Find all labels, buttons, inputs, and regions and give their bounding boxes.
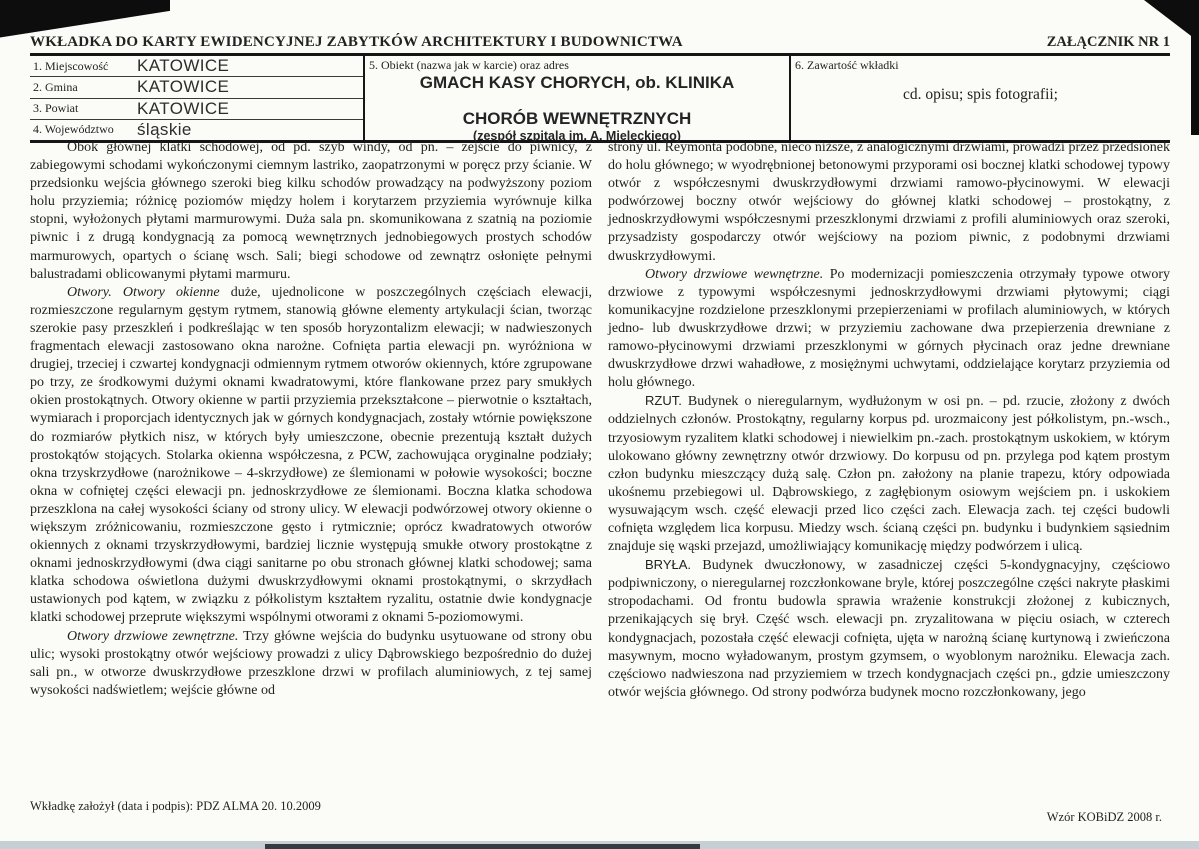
field-value: śląskie	[137, 119, 192, 139]
document-title: WKŁADKA DO KARTY EWIDENCYJNEJ ZABYTKÓW ARCHITEKTURY I BUDOWNICTWA	[30, 34, 683, 50]
body-paragraph	[608, 266, 1170, 393]
paragraph-segment: Obok głównej klatki schodowej, od pd. szyb windy, od pn. – zejście do piwnicy, z zabiegowymi schodami wykończonymi ciemnym lastriko, zaopatrzonymi w poręcz przy ścianie. W przedsionku wejścia głównego szeroki bieg kilku schodów prowadzący na podwyższony poziom holu przyziemia; różnicę poziomów między holem i korytarzem przyziemia wyrównuje kilka stopni, wyłożonych płytami marmurowymi. Duża sala pn. skomunikowana z szatnią na poziomie piwnic i z drugą kondygnacją za pomocą wewnętrznych jednobiegowych prostych schodów marmurowych, opartych o ścianę wsch. Sali; biegi schodowe od zewnątrz osłonięte pełnymi balustradami oblicowanymi płytami marmuru.	[30, 140, 592, 282]
footer-template-credit: Wzór KOBiDZ 2008 r.	[1046, 810, 1162, 824]
object-cell-label: 5. Obiekt (nazwa jak w karcie) oraz adres	[369, 58, 569, 72]
attachment-label: ZAŁĄCZNIK NR 1	[1046, 34, 1170, 50]
body-paragraph	[30, 139, 592, 284]
body-paragraph	[608, 556, 1170, 702]
paragraph-segment-italic: Otwory. Otwory okienne	[67, 284, 220, 300]
contents-cell	[791, 56, 1170, 140]
field-row-powiat	[30, 99, 363, 120]
paragraph-segment: Budynek o nieregularnym, wydłużonym w osi pn. – pd. rzucie, złożony z dwóch oddzielnych członów. Prostokątny, regularny korpus pd. urozmaicony jest półkolistym, pn.-wsch., trzyosiowym ryzalitem klatki schodowej i niewielkim pn.-zach. prostokątnym uskokiem, w którym ulokowano główny zewnętrzny otwór drzwiowy. Do korpusu od pn. przylega pod kątem prostym człon budynku mieszczący dużą salę. Człon pn. założony na planie trapezu, który odpowiada ukośnemu przebiegowi ul. Dąbrowskiego, z zagłębionym osiowym wejściem pn. i uskokiem wysuwającym wsch. część elewacji przed lico części zach. Elewacja zach. tej części budowli cofnięta względem lica korpusu. Miedzy wsch. ścianą części pn. budynku i budynkiem sąsiednim znajduje się wąski przejazd, umożliwiający komunikację między podwórzem i ulicą.	[608, 394, 1170, 555]
field-label: 2. Gmina	[33, 79, 78, 94]
paragraph-segment-italic: Otwory drzwiowe wewnętrzne.	[645, 266, 824, 282]
object-name-line1: GMACH KASY CHORYCH, ob. KLINIKA	[419, 73, 735, 92]
field-row-wojewodztwo	[30, 120, 363, 140]
field-value: KATOWICE	[137, 56, 230, 76]
body-paragraph	[608, 139, 1170, 266]
field-row-gmina	[30, 77, 363, 98]
header-table	[30, 53, 1170, 143]
paragraph-segment-sans: RZUT.	[645, 393, 682, 409]
location-fields-column	[30, 56, 365, 140]
field-label: 1. Miejscowość	[33, 58, 109, 73]
paragraph-segment: Po modernizacji pomieszczenia otrzymały typowe otwory drzwiowe z typowymi współczesnymi jednoskrzydłowymi drzwiami płytowymi; ciągi komunikacyjne rozdzielone przeszklonymi przepierzeniami w profilach aluminiowych, w których jedno- lub dwuskrzydłowe drzwi; w przyziemiu zachowane dwa przepierzenia drewniane z ramowo-płycinowymi drzwiami przeszklonymi w górnych płycinach oraz jedne drewniane dwuskrzydłowe drzwi wahadłowe, z mosiężnymi uchwytami, oddzielające korytarz przyziemia od holu głównego.	[608, 266, 1170, 391]
paragraph-segment-italic: Otwory drzwiowe zewnętrzne.	[67, 628, 239, 644]
footer-filed-by: Wkładkę założył (data i podpis): PDZ ALMA 20. 10.2009	[30, 799, 321, 813]
body-column-left	[30, 139, 592, 799]
paragraph-segment: duże, ujednolicone w poszczególnych częściach elewacji, rozmieszczone regularnym gęstym rytmem, stanowią główne elementy artykulacji ścian, tworząc szerokie pasy przeszkleń i podkreślając w ten sposób horyzontalizm elewacji; w nadwieszonych fragmentach elewacji zastosowano okna narożne. Cofnięta partia elewacji pn. wyróżniona w drugiej, trzeciej i czwartej kondygnacji odmiennym rytmem otworów okiennych, które zgrupowane po trzy, ze środkowymi dużymi oknami kwadratowymi, które flankowane przez pary smukłych okien prostokątnych. Otwory okienne w partii przyziemia przekształcone – pierwotnie o kształtach, wymiarach i proporcjach identycznych jak w górnych kondygnacjach, zostały wtórnie powiększone do rozmiarów płytkich nisz, w których były umieszczone, obecnie prezentują kształt dużych prostokątów stojących. Stolarka okienna współczesna, z PCW, zachowująca oryginalne podziały; okna trzyskrzydłowe (narożnikowe – 4-skrzydłowe) ze ślemionami w połowie wysokości; boczne okna w cofniętej części elewacji pn. jednoskrzydłowe ze ślemionami. Boczna klatka schodowa przeszklona na całej wysokości ściany od strony ulicy. W elewacji podwórzowej otwory okienne o większym zróżnicowaniu, rozmieszczone gęsto i rytmicznie; oprócz kwadratowych otworów okiennych z oknami trzyskrzydłowymi, bardziej licznie występują smukłe otwory prostokątne z oknami jednoskrzydłowymi (dwa ciągi sanitarne po obu stronach głównej klatki schodowej; sama klatka schodowa oświetlona dużymi dwuskrzydłowymi oknami prostokątnymi, o skrzydłach ustawionych pod kątem, w związku z półkolistym kształtem ryzalitu, ostatnie dwie kondygnacje klatki schodowej przeprute większymi wspólnymi otworami z oknami 5-poziomowymi.	[30, 284, 593, 626]
scan-artifact-right-edge	[1191, 0, 1199, 135]
body-column-right	[608, 139, 1170, 799]
field-label: 3. Powiat	[33, 101, 79, 116]
paragraph-segment-sans: BRYŁA.	[645, 557, 692, 573]
paragraph-segment: Trzy główne wejścia do budynku usytuowane od strony obu ulic; wysoki prostokątny otwór wejściowy prowadzi z ulicy Dąbrowskiego bezpośrednio do dużej sali pn., w otworze dwuskrzydłowe przeszklone drzwi w profilach aluminiowych, z tej samej wysokości nadświetlem; wejście główne od	[30, 628, 592, 698]
scan-artifact-bottom	[265, 844, 700, 849]
paragraph-segment: strony ul. Reymonta podobne, nieco niższe, z analogicznymi drzwiami, prowadzi przez przedsionek do holu głównego; w wyodrębnionej betonowymi przyporami osi bocznej klatki schodowej typowy otwór z współczesnymi dwuskrzydłowymi drzwiami ramowo-płycinowymi. W elewacji podwórzowej boczny otwór wejściowy do głównej klatki schodowej – prostokątny, z jednoskrzydłowymi współczesnymi przeszklonymi drzwiami z profili aluminiowych oraz szeroki, przysadzisty gospodarczy otwór wejściowy na poziom piwnic, z podobnymi drzwiami dwuskrzydłowymi.	[608, 140, 1170, 264]
body-paragraph	[30, 284, 592, 628]
field-row-miejscowosc	[30, 56, 363, 77]
field-value: KATOWICE	[137, 98, 230, 118]
masthead	[30, 34, 1170, 51]
body-paragraph	[30, 628, 592, 700]
object-cell	[365, 56, 791, 143]
object-name-line2: CHORÓB WEWNĘTRZNYCH	[462, 109, 692, 128]
paragraph-segment: Budynek dwuczłonowy, w zasadniczej części 5-kondygnacyjny, częściowo podpiwniczony, o nieregularnej rozczłonkowane bryle, której poszczególne części nakryte płaskimi stropodachami. Od frontu budowla sprawia wrażenie konstrukcji złożonej z kubicznych, przenikających się brył. Część wsch. elewacji pn. zryzalitowana w pięciu osiach, w czterech kondygnacjach, pozostała część elewacji cofnięta, ujęta w narożną ścianę kurtynową i zwieńczona masywnym, mocno wyładowanym, prostym gzymsem, o wyoblonym narożniku. Elewacja zach. częściowo nadwieszona nad przyziemiem w trzech kondygnacjach części pn., gdzie umieszczony otwór wejścia głównego. Od strony podwórza budynek mocno rozczłonkowany, jego	[608, 558, 1170, 700]
field-label: 4. Województwo	[33, 122, 114, 137]
contents-value: cd. opisu; spis fotografii;	[903, 86, 1058, 103]
object-name-line3: (zespół szpitala im. A. Mielęckiego)	[473, 129, 681, 143]
body-paragraph	[608, 392, 1170, 556]
field-value: KATOWICE	[137, 77, 230, 97]
contents-cell-label: 6. Zawartość wkładki	[795, 58, 899, 72]
